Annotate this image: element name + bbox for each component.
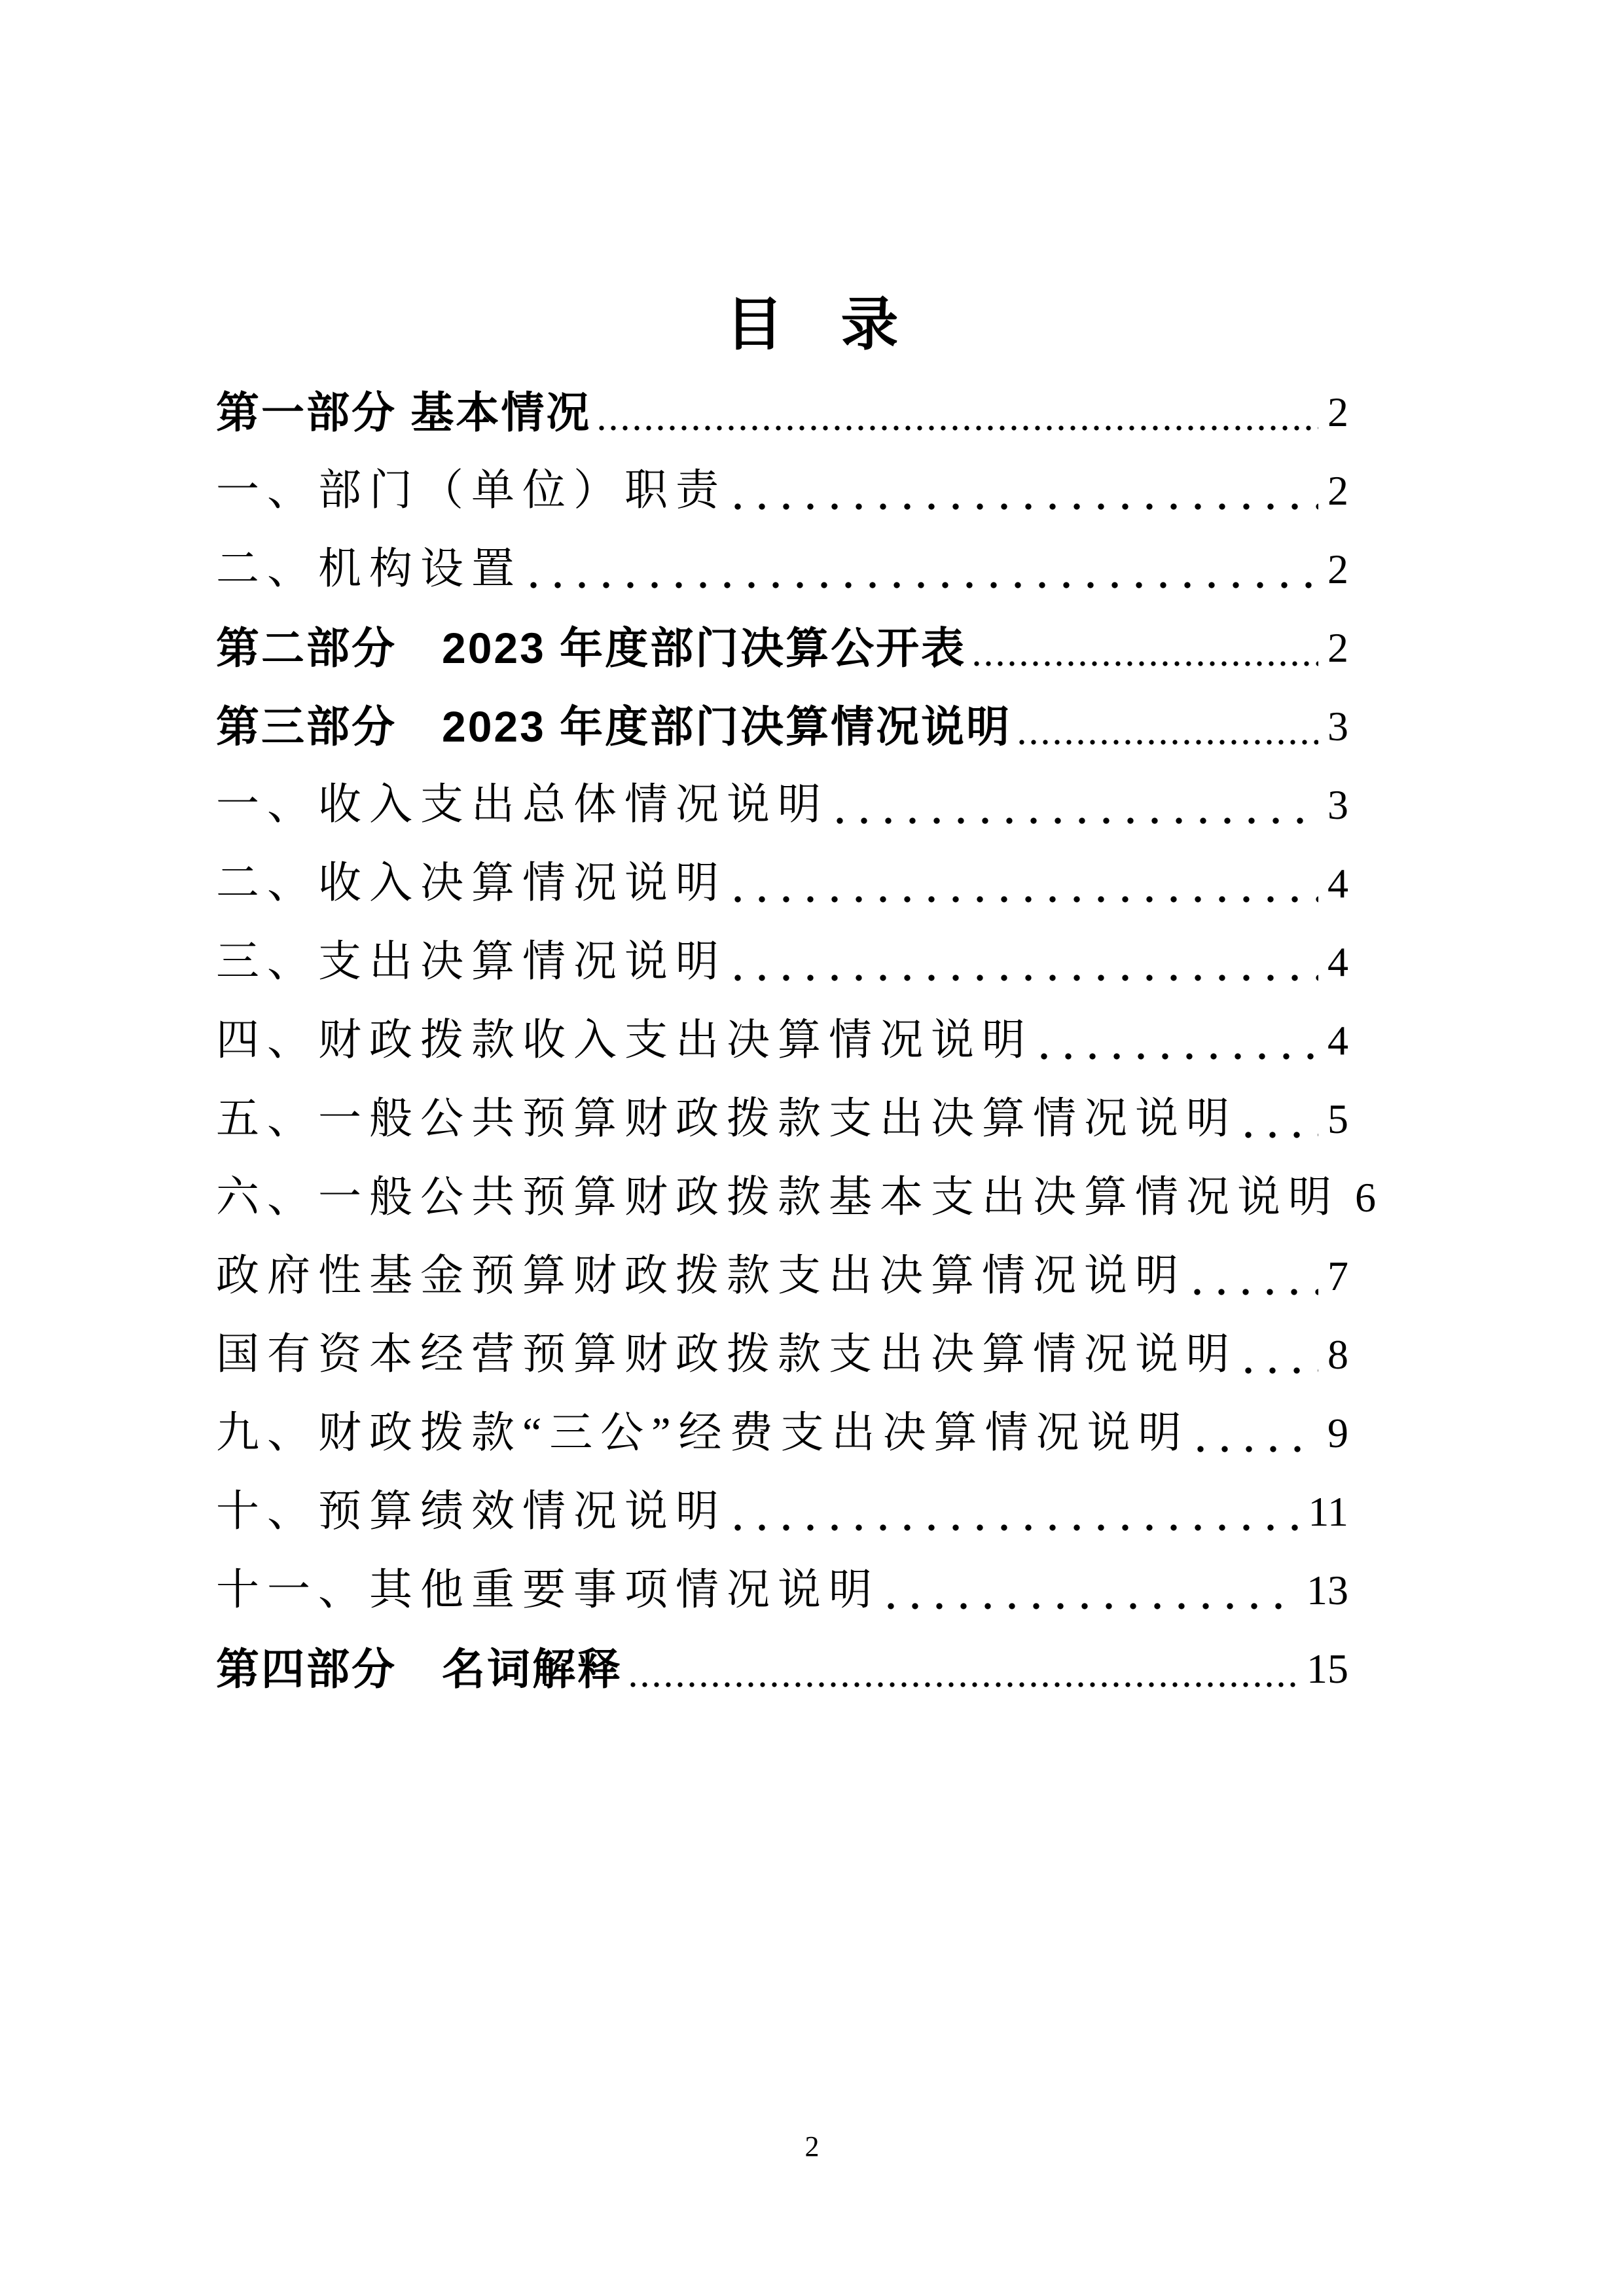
toc-dot-leader — [733, 1523, 1299, 1532]
toc-dot-leader — [1196, 1444, 1318, 1454]
toc-entry-label: 第一部分 基本情况 — [216, 388, 592, 437]
toc-entry[interactable] — [216, 1551, 1348, 1630]
toc-entry-page-number: 2 — [1327, 546, 1348, 592]
toc-dot-leader — [733, 895, 1318, 904]
toc-dot-leader — [835, 816, 1318, 825]
toc-entry-page-number: 6 — [1355, 1174, 1376, 1221]
toc-entry-label: 二、机构设置 — [216, 545, 522, 593]
toc-entry-label: 一、部门（单位）职责 — [216, 467, 727, 514]
toc-entry-label: 第四部分 名词解释 — [216, 1645, 623, 1693]
toc-entry[interactable] — [216, 687, 1348, 766]
toc-dot-leader — [973, 659, 1318, 668]
toc-entry-page-number: 4 — [1327, 860, 1348, 906]
toc-entry[interactable] — [216, 530, 1348, 609]
toc-dot-leader — [1039, 1052, 1318, 1061]
toc-dot-leader — [886, 1602, 1297, 1611]
toc-entry[interactable] — [216, 1080, 1348, 1158]
toc-entry-label: 政府性基金预算财政拨款支出决算情况说明 — [216, 1252, 1186, 1300]
toc-entry-label: 六、一般公共预算财政拨款基本支出决算情况说明 — [216, 1174, 1339, 1221]
toc-entry-page-number: 4 — [1327, 1017, 1348, 1064]
toc-entry-label: 四、财政拨款收入支出决算情况说明 — [216, 1016, 1033, 1064]
toc-entry-page-number: 9 — [1327, 1410, 1348, 1456]
toc-entry-page-number: 8 — [1327, 1331, 1348, 1378]
toc-entry[interactable] — [216, 609, 1348, 687]
toc-entry[interactable] — [216, 452, 1348, 530]
toc-entry[interactable] — [216, 844, 1348, 923]
toc-entry[interactable] — [216, 1001, 1348, 1080]
toc-entry-label: 一、收入支出总体情况说明 — [216, 781, 829, 829]
toc-entry[interactable] — [216, 1237, 1348, 1316]
toc-dot-leader — [598, 423, 1318, 433]
toc-entry-page-number: 3 — [1327, 781, 1348, 828]
toc-dot-leader — [1018, 738, 1318, 747]
toc-entry[interactable] — [216, 766, 1348, 844]
toc-entry[interactable] — [216, 1316, 1348, 1394]
toc-entry-page-number: 7 — [1327, 1253, 1348, 1299]
toc-dot-leader — [1193, 1287, 1318, 1297]
toc-entry-label: 三、支出决算情况说明 — [216, 938, 727, 986]
toc-entry-page-number: 13 — [1307, 1567, 1348, 1613]
toc-dot-leader — [1244, 1130, 1318, 1139]
toc-entry[interactable] — [216, 1394, 1348, 1473]
toc-entry-page-number: 15 — [1307, 1645, 1348, 1692]
toc-entry-label: 第二部分 2023 年度部门决算公开表 — [216, 624, 967, 672]
toc-entry-page-number: 2 — [1327, 624, 1348, 671]
toc-entry[interactable] — [216, 923, 1348, 1001]
toc-entry[interactable] — [216, 373, 1348, 452]
toc-entry[interactable] — [216, 1630, 1348, 1708]
toc-entry-label: 国有资本经营预算财政拨款支出决算情况说明 — [216, 1331, 1237, 1378]
toc-dot-leader — [733, 502, 1318, 511]
toc-entry-page-number: 4 — [1327, 939, 1348, 985]
toc-entry-page-number: 2 — [1327, 467, 1348, 514]
toc-entry-page-number: 2 — [1327, 389, 1348, 435]
toc-entry-page-number: 11 — [1308, 1488, 1348, 1535]
footer-page-number: 2 — [804, 2130, 820, 2162]
toc-dot-leader — [529, 581, 1318, 590]
toc-entry-label: 二、收入决算情况说明 — [216, 859, 727, 907]
toc-dot-leader — [733, 973, 1318, 982]
toc-entry-page-number: 5 — [1327, 1096, 1348, 1142]
toc-entry-label: 五、一般公共预算财政拨款支出决算情况说明 — [216, 1095, 1237, 1143]
table-of-contents — [216, 373, 1376, 1708]
toc-entry[interactable] — [216, 1158, 1376, 1237]
toc-entry-label: 十、预算绩效情况说明 — [216, 1488, 727, 1535]
toc-entry-label: 九、财政拨款“三公”经费支出决算情况说明 — [216, 1409, 1189, 1457]
toc-entry-label: 第三部分 2023 年度部门决算情况说明 — [216, 702, 1012, 751]
toc-dot-leader — [629, 1680, 1297, 1689]
toc-entry[interactable] — [216, 1473, 1348, 1551]
toc-entry-label: 十一、其他重要事项情况说明 — [216, 1566, 880, 1614]
page-title: 目 录 — [725, 292, 899, 357]
toc-dot-leader — [1244, 1366, 1318, 1375]
toc-entry-page-number: 3 — [1327, 703, 1348, 749]
